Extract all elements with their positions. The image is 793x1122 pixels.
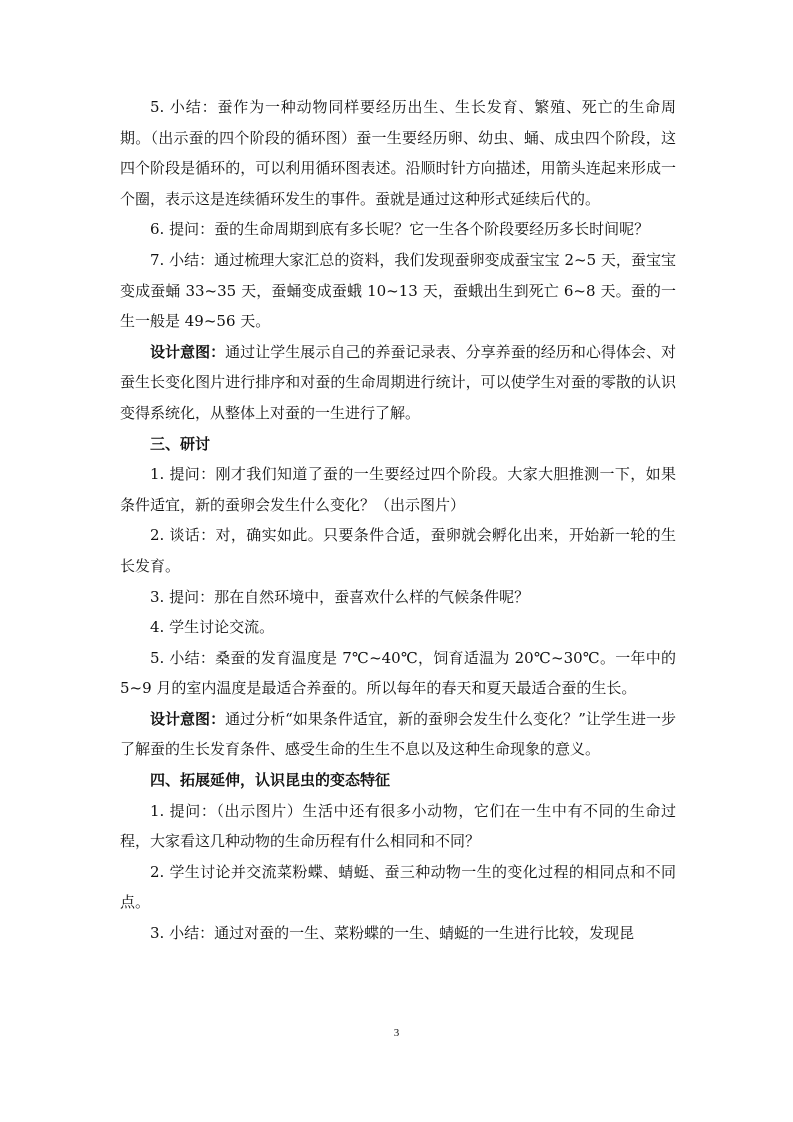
section-heading-discussion: 三、研讨	[150, 434, 211, 453]
paragraph-discussion-4: 4. 学生讨论交流。	[150, 618, 275, 637]
design-intent-label: 设计意图：	[150, 709, 226, 728]
paragraph-extension-3: 3. 小结：通过对蚕的一生、菜粉蝶的一生、蜻蜓的一生进行比较，发现昆	[150, 924, 635, 943]
paragraph-design-intent-2	[120, 704, 676, 765]
paragraph-design-intent-1	[120, 337, 676, 429]
paragraph-discussion-3: 3. 提问：那在自然环境中，蚕喜欢什么样的气候条件呢？	[150, 587, 530, 606]
paragraph-question-6: 6. 提问：蚕的生命周期到底有多长呢？它一生各个阶段要经历多长时间呢？	[150, 220, 650, 239]
paragraph-discussion-2: 2. 谈话：对，确实如此。只要条件合适，蚕卵就会孵化出来，开始新一轮的生长发育。	[120, 526, 676, 575]
design-intent-text: 通过分析“如果条件适宜，新的蚕卵会发生什么变化？”让学生进一步了解蚕的生长发育条件、感受生命的生生不息以及这种生命现象的意义。	[120, 709, 676, 759]
paragraph-extension-2: 2. 学生讨论并交流菜粉蝶、蜻蜓、蚕三种动物一生的变化过程的相同点和不同点。	[120, 862, 676, 912]
paragraph-extension-1: 1. 提问：（出示图片）生活中还有很多小动物，它们在一生中有不同的生命过程，大家看这几种动物的生命历程有什么相同和不同？	[120, 801, 676, 851]
page-number: 3	[393, 1027, 400, 1039]
paragraph-discussion-1: 1. 提问：刚才我们知道了蚕的一生要经过四个阶段。大家大胆推测一下，如果条件适宜，新的蚕卵会发生什么变化？（出示图片）	[120, 465, 676, 514]
design-intent-label: 设计意图：	[150, 342, 226, 361]
document-body	[120, 92, 676, 949]
paragraph-summary-5: 5. 小结：蚕作为一种动物同样要经历出生、生长发育、繁殖、死亡的生命周期。（出示蚕的四个阶段的循环图）蚕一生要经历卵、幼虫、蛹、成虫四个阶段，这四个阶段是循环的，可以利用循环图表述。沿顺时针方向描述，用箭头连起来形成一个圈，表示这是连续循环发生的事件。蚕就是通过这种形式延续后代的。	[120, 98, 676, 208]
section-heading-extension: 四、拓展延伸，认识昆虫的变态特征	[150, 771, 391, 790]
paragraph-summary-7: 7. 小结：通过梳理大家汇总的资料，我们发现蚕卵变成蚕宝宝 2~5 天，蚕宝宝变成蚕蛹 33~35 天，蚕蛹变成蚕蛾 10~13 天，蚕蛾出生到死亡 6~8 天。蚕的一生一般是 49~56 天。	[120, 250, 676, 331]
paragraph-discussion-5: 5. 小结：桑蚕的发育温度是 7℃~40℃，饲育适温为 20℃~30℃。一年中的 5~9 月的室内温度是最适合养蚕的。所以每年的春天和夏天最适合蚕的生长。	[120, 648, 676, 698]
design-intent-text: 通过让学生展示自己的养蚕记录表、分享养蚕的经历和心得体会、对蚕生长变化图片进行排序和对蚕的生命周期进行统计，可以使学生对蚕的零散的认识变得系统化，从整体上对蚕的一生进行了解。	[120, 342, 676, 422]
